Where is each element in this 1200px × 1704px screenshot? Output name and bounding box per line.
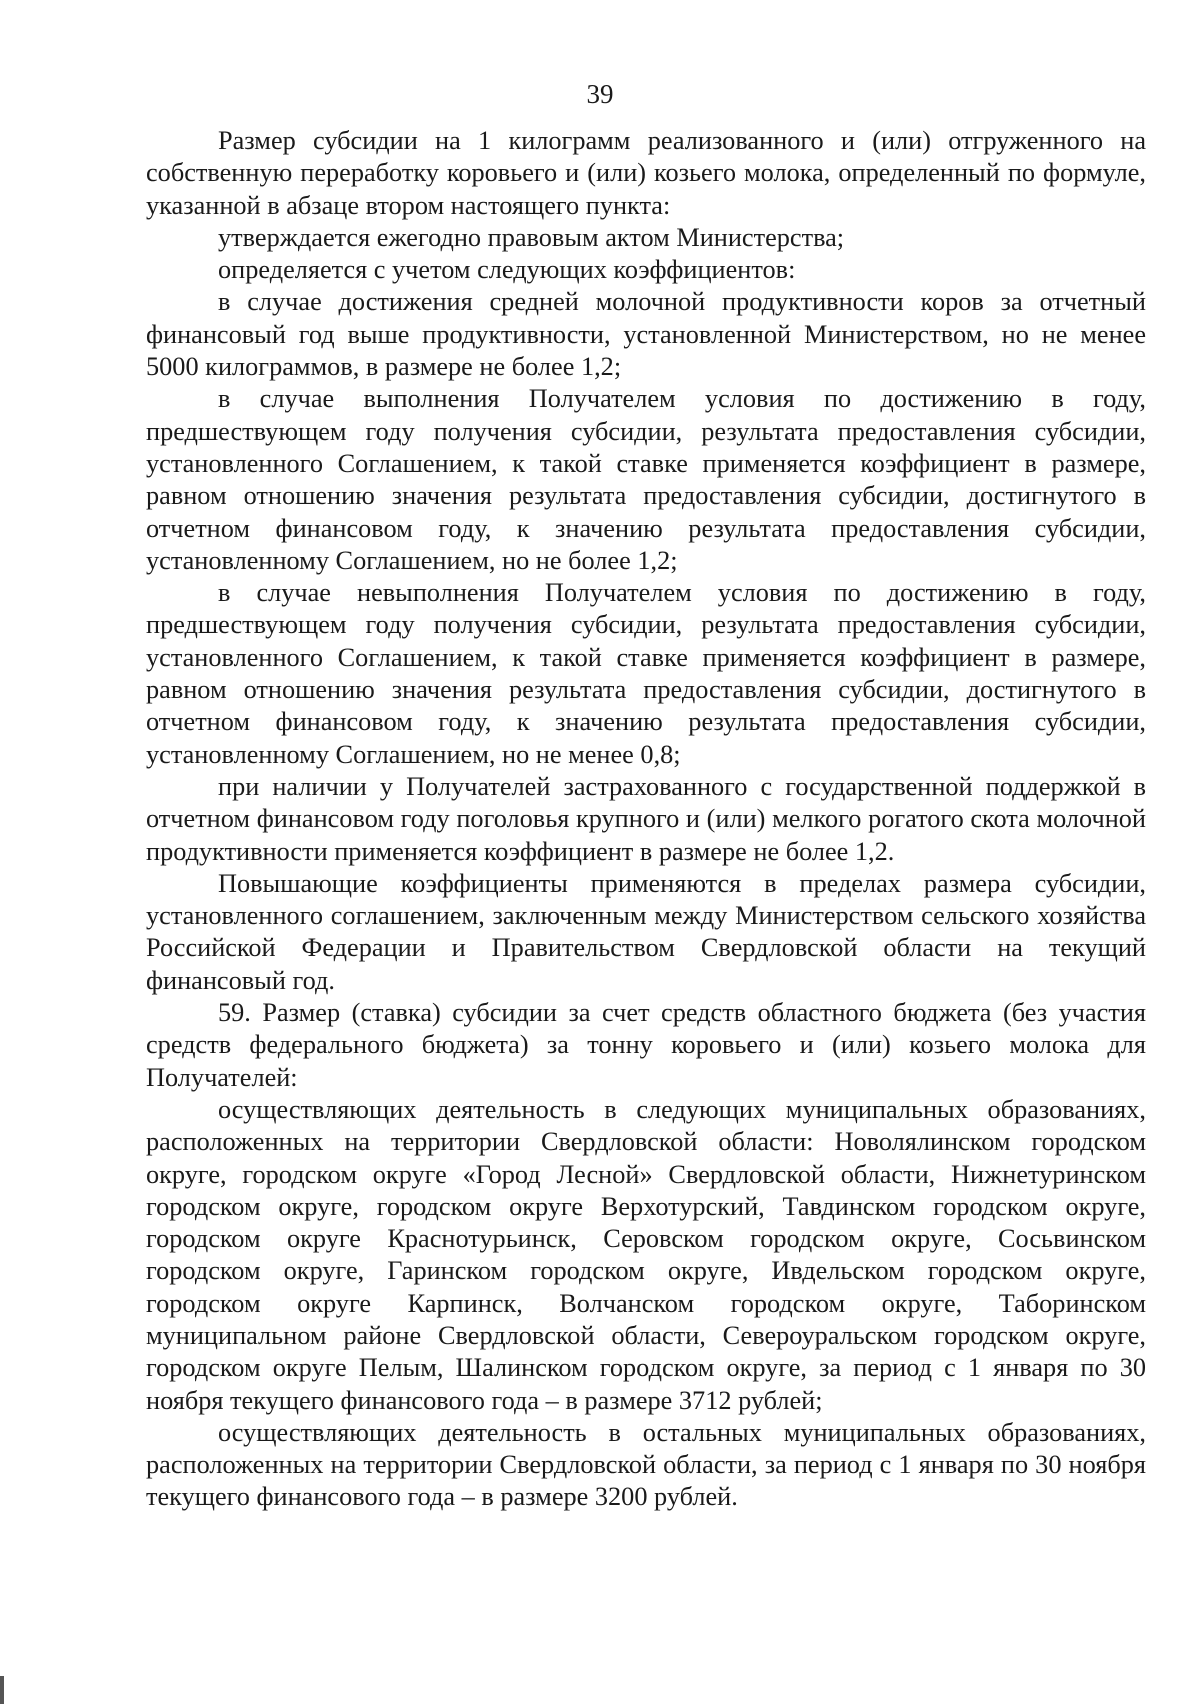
paragraph-coefficients-intro: определяется с учетом следующих коэффициентов: [218,255,796,285]
paragraph-other-municipalities: осуществляющих деятельность в остальных муниципальных образованиях, расположенных на территории Свердловской области, за период с 1 января по 30 ноября текущего финансового года – в размере 3200 рублей. [146,1417,1146,1512]
paragraph-subsidy-size: Размер субсидии на 1 килограмм реализованного и (или) отгруженного на собственную переработку коровьего и (или) козьего молока, определенный по формуле, указанной в абзаце втором настоящего пункта: [146,126,1146,220]
paragraph-item-59: 59. Размер (ставка) субсидии за счет средств областного бюджета (без участия средств федерального бюджета) за тонну коровьего и (или) козьего молока для Получателей: [146,998,1146,1092]
paragraph-productivity-coefficient: в случае достижения средней молочной продуктивности коров за отчетный финансовый год выше продуктивности, установленной Министерством, но не менее 5000 килограммов, в размере не более 1,2; [146,287,1146,382]
paragraph-fulfillment-coefficient: в случае выполнения Получателем условия по достижению в году, предшествующем году получения субсидии, результата предоставления субсидии, установленного Соглашением, к такой ставке применяется коэффициент в размере, равном отношению значения результата предоставления субсидии, достигнутого в отчетном финансовом году, к значению результата предоставления субсидии, установленному Соглашением, но не более 1,2; [146,384,1146,575]
document-body [146,125,1146,1514]
page-number: 39 [586,79,614,109]
paragraph-approved-annually: утверждается ежегодно правовым актом Министерства; [218,222,845,252]
paragraph-nonfulfillment-coefficient: в случае невыполнения Получателем условия по достижению в году, предшествующем году получения субсидии, результата предоставления субсидии, установленного Соглашением, к такой ставке применяется коэффициент в размере, равном отношению значения результата предоставления субсидии, достигнутого в отчетном финансовом году, к значению результата предоставления субсидии, установленному Соглашением, но не менее 0,8; [146,578,1146,769]
scan-edge-mark [0,1676,4,1704]
paragraph-increasing-coefficients: Повышающие коэффициенты применяются в пределах размера субсидии, установленного соглашением, заключенным между Министерством сельского хозяйства Российской Федерации и Правительством Свердловской области на текущий финансовый год. [146,868,1146,995]
paragraph-listed-municipalities: осуществляющих деятельность в следующих муниципальных образованиях, расположенных на территории Свердловской области: Новолялинском городском округе, городском округе «Город Лесной» Свердловской области, Нижнетуринском городском округе, городском округе Верхотурский, Тавдинском городском округе, городском округе Краснотурьинск, Серовском городском округе, Сосьвинском городском округе, Гаринском городском округе, Ивдельском городском округе, городском округе Карпинск, Волчанском городском округе, Таборинском муниципальном районе Свердловской области, Североуральском городском округе, городском округе Пелым, Шалинском городском округе, за период с 1 января по 30 ноября текущего финансового года – в размере 3712 рублей; [146,1094,1146,1415]
paragraph-insurance-coefficient: при наличии у Получателей застрахованного с государственной поддержкой в отчетном финансовом году поголовья крупного и (или) мелкого рогатого скота молочной продуктивности применяется коэффициент в размере не более 1,2. [146,771,1146,866]
